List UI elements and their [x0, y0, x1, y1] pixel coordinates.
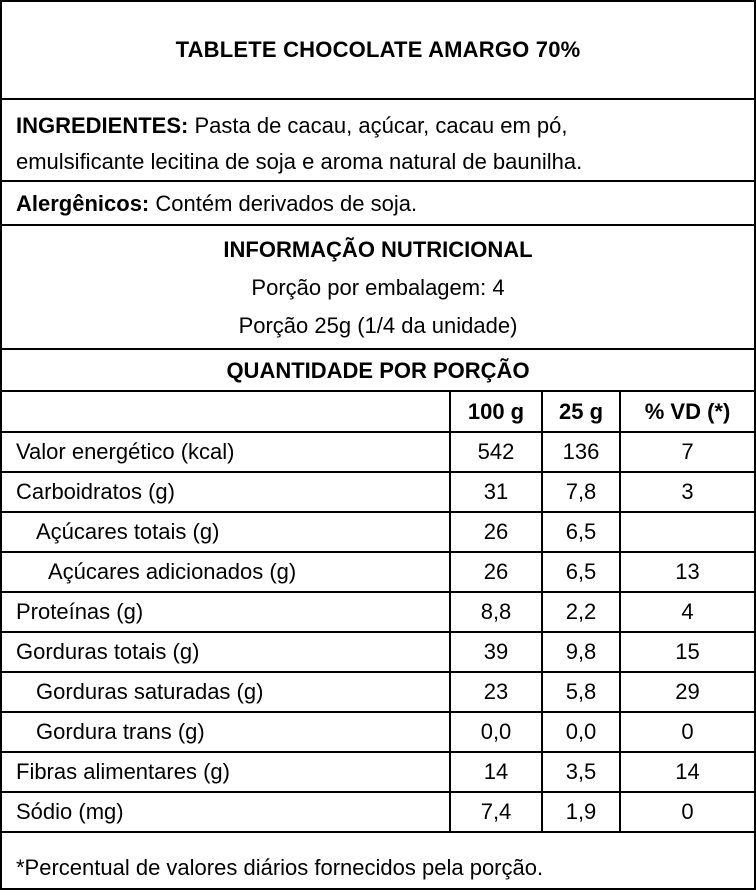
ingredients-label: INGREDIENTES:: [16, 113, 189, 138]
table-row: [2, 552, 754, 592]
col-header-nutrient: [2, 392, 450, 432]
value-100g: 31: [450, 472, 542, 512]
value-100g: 26: [450, 512, 542, 552]
value-25g: 6,5: [542, 552, 620, 592]
value-25g: 2,2: [542, 592, 620, 632]
value-25g: 0,0: [542, 712, 620, 752]
ingredients-text-1: Pasta de cacau, açúcar, cacau em pó,: [194, 113, 568, 138]
nutrition-heading: INFORMAÇÃO NUTRICIONAL: [223, 237, 533, 262]
value-25g: 1,9: [542, 792, 620, 832]
quantity-heading: QUANTIDADE POR PORÇÃO: [2, 350, 754, 392]
value-vd: 7: [620, 432, 754, 472]
value-vd: 4: [620, 592, 754, 632]
ingredients-line-2: [16, 144, 740, 180]
nutrition-table: [2, 392, 754, 833]
table-row: [2, 752, 754, 792]
value-25g: 5,8: [542, 672, 620, 712]
col-header-25g: 25 g: [542, 392, 620, 432]
value-vd: 0: [620, 792, 754, 832]
table-row: [2, 632, 754, 672]
value-100g: 26: [450, 552, 542, 592]
nutrient-name: Proteínas (g): [2, 592, 450, 632]
col-header-vd: % VD (*): [620, 392, 754, 432]
nutrient-name: Gorduras saturadas (g): [2, 672, 450, 712]
ingredients-line-1: [16, 108, 740, 144]
value-100g: 7,4: [450, 792, 542, 832]
footnote: *Percentual de valores diários fornecidos pela porção.: [16, 855, 544, 880]
nutrient-name: Valor energético (kcal): [2, 432, 450, 472]
serving-size: Porção 25g (1/4 da unidade): [238, 313, 518, 338]
nutrient-name: Gorduras totais (g): [2, 632, 450, 672]
table-row: [2, 672, 754, 712]
table-row: [2, 512, 754, 552]
nutrient-name: Fibras alimentares (g): [2, 752, 450, 792]
value-100g: 542: [450, 432, 542, 472]
table-row: [2, 592, 754, 632]
value-vd: [620, 512, 754, 552]
nutrient-name: Carboidratos (g): [2, 472, 450, 512]
table-row: [2, 792, 754, 832]
value-100g: 8,8: [450, 592, 542, 632]
nutrient-name: Açúcares adicionados (g): [2, 552, 450, 592]
value-25g: 136: [542, 432, 620, 472]
value-100g: 39: [450, 632, 542, 672]
value-100g: 0,0: [450, 712, 542, 752]
value-25g: 9,8: [542, 632, 620, 672]
allergens-label: Alergênicos:: [16, 191, 150, 216]
value-vd: 29: [620, 672, 754, 712]
value-100g: 14: [450, 752, 542, 792]
value-vd: 0: [620, 712, 754, 752]
nutrient-name: Gordura trans (g): [2, 712, 450, 752]
col-header-100g: 100 g: [450, 392, 542, 432]
ingredients-section: [2, 100, 754, 182]
nutrient-name: Sódio (mg): [2, 792, 450, 832]
table-row: [2, 712, 754, 752]
value-vd: 15: [620, 632, 754, 672]
allergens-text: Contém derivados de soja.: [155, 191, 418, 216]
table-header-row: [2, 392, 754, 432]
value-25g: 3,5: [542, 752, 620, 792]
ingredients-text-2: emulsificante lecitina de soja e aroma natural de baunilha.: [16, 149, 583, 174]
value-vd: 14: [620, 752, 754, 792]
table-row: [2, 432, 754, 472]
value-25g: 7,8: [542, 472, 620, 512]
nutrient-name: Açúcares totais (g): [2, 512, 450, 552]
nutrition-header: [2, 226, 754, 350]
title-row: [2, 2, 754, 100]
value-vd: 13: [620, 552, 754, 592]
allergens-section: [2, 182, 754, 226]
value-100g: 23: [450, 672, 542, 712]
value-vd: 3: [620, 472, 754, 512]
servings-per-package: Porção por embalagem: 4: [251, 275, 505, 300]
value-25g: 6,5: [542, 512, 620, 552]
table-row: [2, 472, 754, 512]
product-title: TABLETE CHOCOLATE AMARGO 70%: [175, 37, 581, 62]
